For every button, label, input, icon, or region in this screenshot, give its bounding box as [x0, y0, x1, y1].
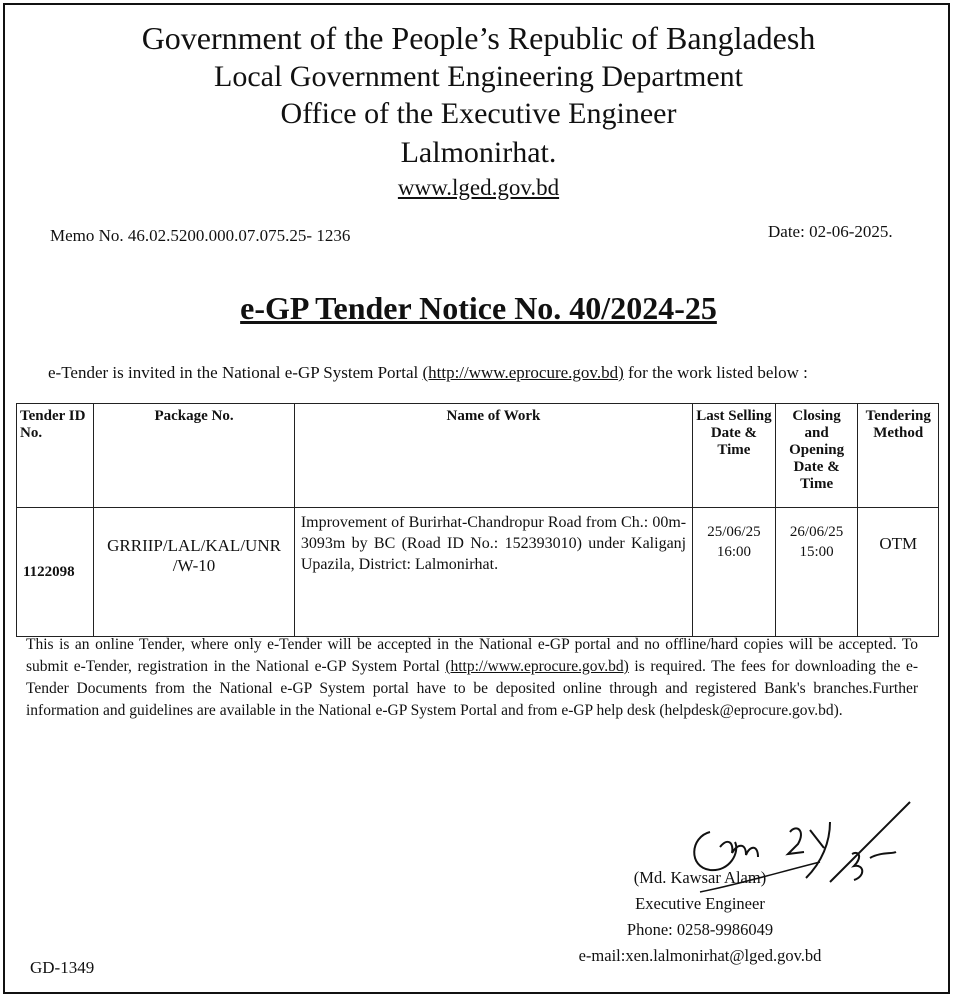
signatory-name: (Md. Kawsar Alam): [633, 868, 767, 887]
last-selling-date: 25/06/25: [707, 524, 761, 540]
header-government: Government of the People’s Republic of Bangladesh: [141, 20, 816, 56]
cell-package: GRRIIP/LAL/KAL/UNR /W-10: [94, 508, 295, 637]
cell-closing-opening: [775, 508, 858, 637]
header-last-selling: Last Selling Date & Time: [693, 404, 776, 508]
para-part1: This is an online Tender, where only e-Tender will be accepted in the National e-GP portal and no offline/hard copies will be accepted. To submit e-Tender, registration in the National e-GP System Portal: [26, 636, 918, 675]
tender-table-header-row: [17, 404, 939, 508]
header-office: Office of the Executive Engineer: [280, 97, 677, 130]
notice-title: e-GP Tender Notice No. 40/2024-25: [240, 290, 717, 326]
header-tender-id: Tender ID No.: [17, 404, 94, 508]
intro-after: for the work listed below :: [623, 363, 808, 382]
notice-date: Date: 02-06-2025.: [768, 222, 893, 241]
para-portal-link[interactable]: (http://www.eprocure.gov.bd): [445, 658, 629, 675]
header-website-link[interactable]: www.lged.gov.bd: [397, 175, 560, 200]
last-selling-time: 16:00: [716, 544, 752, 560]
cell-work: Improvement of Burirhat-Chandropur Road from Ch.: 00m-3093m by BC (Road ID No.: 152393010) under Kaliganj Upazila, District: Lalmonirhat.: [294, 508, 692, 637]
instructions-paragraph: [26, 634, 918, 722]
intro-text: [48, 363, 808, 383]
header-work: Name of Work: [294, 404, 692, 508]
signatory-email[interactable]: e-mail:xen.lalmonirhat@lged.gov.bd: [578, 946, 822, 965]
cell-last-selling: [693, 508, 776, 637]
intro-portal-link[interactable]: (http://www.eprocure.gov.bd): [422, 363, 624, 382]
tender-table: [16, 403, 939, 637]
header-location: Lalmonirhat.: [400, 136, 557, 169]
header-package: Package No.: [94, 404, 295, 508]
cell-tendering-method: OTM: [858, 508, 939, 637]
closing-date: 26/06/25: [789, 524, 844, 540]
signatory-block: [560, 865, 840, 969]
closing-time: 15:00: [799, 544, 834, 560]
intro-before: e-Tender is invited in the National e-GP System Portal: [48, 363, 423, 382]
cell-tender-id: 1122098: [17, 508, 94, 637]
signatory-title: Executive Engineer: [635, 894, 765, 913]
signatory-phone: Phone: 0258-9986049: [626, 920, 774, 939]
header-closing-opening: Closing and Opening Date & Time: [775, 404, 858, 508]
memo-number: Memo No. 46.02.5200.000.07.075.25- 1236: [50, 226, 351, 245]
header-tendering-method: Tendering Method: [858, 404, 939, 508]
para-part2: is required. The fees for downloading the e-Tender Documents from the National e-GP System portal have to be deposited online through and registered Bank's branches.Further information and guidelines are available in the National e-GP System Portal and from e-GP help desk (helpdesk@eprocure.gov.bd).: [26, 658, 918, 719]
footer-code: GD-1349: [30, 958, 95, 977]
table-row: [17, 508, 939, 637]
header-department: Local Government Engineering Department: [214, 60, 743, 93]
